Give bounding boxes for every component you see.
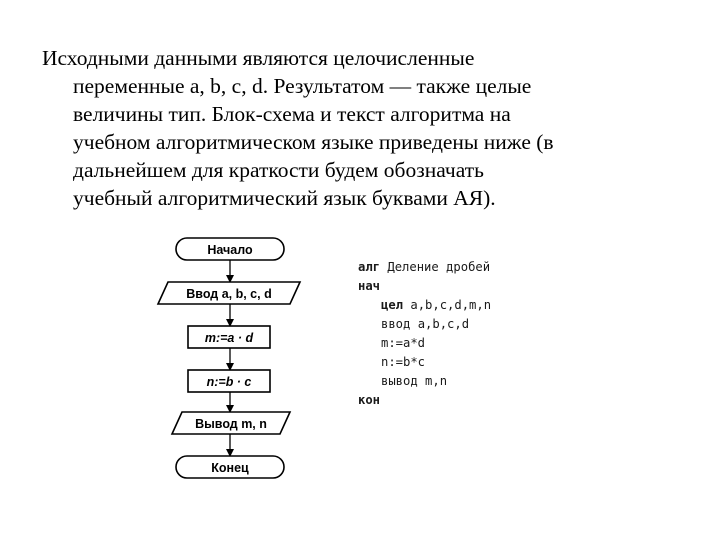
code-line-begin (358, 277, 491, 296)
keyword-output: вывод (381, 374, 418, 388)
assign-n-label: n:=b · c (206, 375, 252, 389)
start-label: Начало (207, 243, 253, 257)
keyword-end: кон (358, 393, 381, 407)
paragraph-line-6: учебный алгоритмический язык буквами АЯ). (73, 186, 496, 210)
keyword-begin: нач (358, 279, 381, 293)
code-line-declare (358, 296, 491, 315)
algorithm-name: Деление дробей (387, 260, 491, 274)
code-line-assign-m: m:=a*d (381, 336, 426, 350)
declared-vars: a,b,c,d,m,n (410, 298, 492, 312)
paragraph-line-2: переменные a, b, c, d. Результатом — также целые (73, 74, 532, 98)
code-line-output (358, 372, 491, 391)
paragraph-line-4: учебном алгоритмическом языке приведены ниже (в (73, 130, 554, 154)
code-line-header (358, 258, 491, 277)
code-line-end (358, 391, 491, 410)
output-label: Вывод m, n (195, 417, 267, 431)
paragraph-line-1: Исходными данными являются целочисленные (42, 46, 475, 70)
code-line-assign-n: n:=b*c (381, 355, 426, 369)
keyword-int: цел (381, 298, 404, 312)
end-label: Конец (211, 461, 249, 475)
paragraph-line-3: величины тип. Блок-схема и текст алгоритма на (73, 102, 511, 126)
algorithm-listing (358, 258, 491, 410)
paragraph-line-5: дальнейшем для краткости будем обозначать (73, 158, 484, 182)
input-vars: a,b,c,d (417, 317, 470, 331)
code-line-input (358, 315, 491, 334)
output-vars: m,n (425, 374, 448, 388)
assign-m-label: m:=a · d (204, 331, 254, 345)
keyword-alg: алг (358, 260, 381, 274)
input-label: Ввод a, b, c, d (186, 287, 272, 301)
keyword-input: ввод (381, 317, 411, 331)
